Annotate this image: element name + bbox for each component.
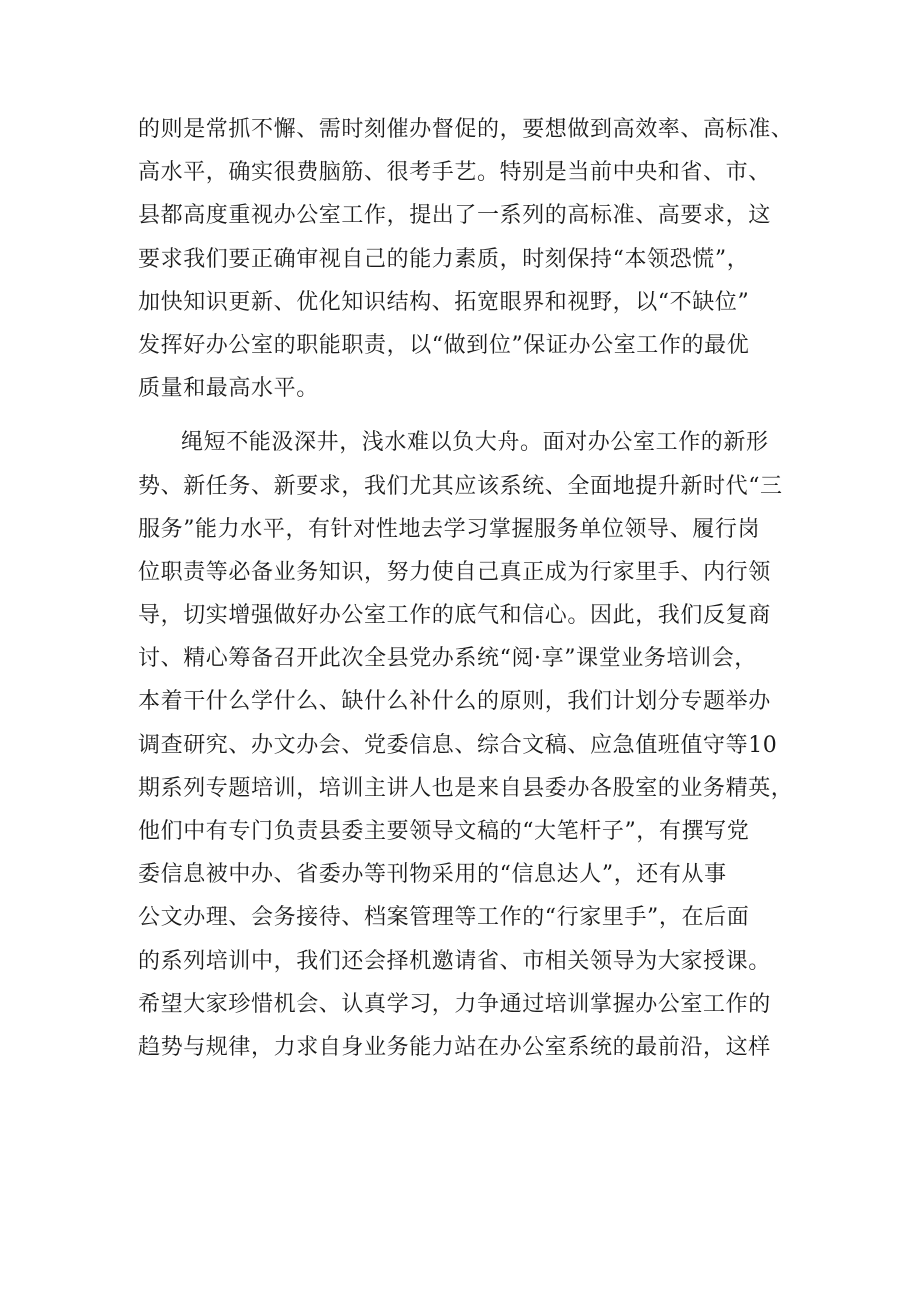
text-line: 县都高度重视办公室工作，提出了一系列的高标准、高要求，这: [138, 203, 771, 229]
text-line: 期系列专题培训，培训主讲人也是来自县委办各股室的业务精英，: [138, 775, 794, 801]
text-line: 讨、精心筹备召开此次全县党办系统“阅·享”课堂业务培训会，: [138, 646, 757, 672]
text-line: 高水平，确实很费脑筋、很考手艺。特别是当前中央和省、市、: [138, 160, 771, 186]
body-text: [138, 108, 808, 1069]
text-line: 公文办理、会务接待、档案管理等工作的“行家里手”，在后面: [138, 905, 750, 931]
text-line: 绳短不能汲深井，浅水难以负大舟。面对办公室工作的新形: [181, 430, 769, 456]
text-line: 委信息被中办、省委办等刊物采用的“信息达人”，还有从事: [138, 862, 727, 888]
text-line: 趋势与规律，力求自身业务能力站在办公室系统的最前沿，这样: [138, 1034, 771, 1060]
text-line: 导，切实增强做好办公室工作的底气和信心。因此，我们反复商: [138, 603, 771, 629]
text-line: 位职责等必备业务知识，努力使自己真正成为行家里手、内行领: [138, 559, 771, 585]
text-line: 加快知识更新、优化知识结构、拓宽眼界和视野，以“不缺位”: [138, 289, 750, 315]
text-line: 服务”能力水平，有针对性地去学习掌握服务单位领导、履行岗: [138, 516, 761, 542]
text-line: 发挥好办公室的职能职责，以“做到位”保证办公室工作的最优: [138, 332, 750, 358]
text-line: 本着干什么学什么、缺什么补什么的原则，我们计划分专题举办: [138, 689, 771, 715]
text-line: 要求我们要正确审视自己的能力素质，时刻保持“本领恐慌”，: [138, 246, 750, 272]
paragraph-1: [138, 108, 808, 410]
text-line: 势、新任务、新要求，我们尤其应该系统、全面地提升新时代“三: [138, 473, 783, 499]
text-line: 希望大家珍惜机会、认真学习，力争通过培训掌握办公室工作的: [138, 991, 771, 1017]
text-line: 调查研究、办文办会、党委信息、综合文稿、应急值班值守等10: [138, 732, 778, 758]
text-line: 他们中有专门负责县委主要领导文稿的“大笔杆子”，有撰写党: [138, 819, 750, 844]
paragraph-2: [138, 421, 808, 1069]
text-line: 质量和最高水平。: [138, 376, 319, 402]
text-line: 的系列培训中，我们还会择机邀请省、市相关领导为大家授课。: [138, 948, 771, 974]
text-line: 的则是常抓不懈、需时刻催办督促的，要想做到高效率、高标准、: [138, 117, 794, 142]
paragraph-gap: [138, 410, 808, 421]
